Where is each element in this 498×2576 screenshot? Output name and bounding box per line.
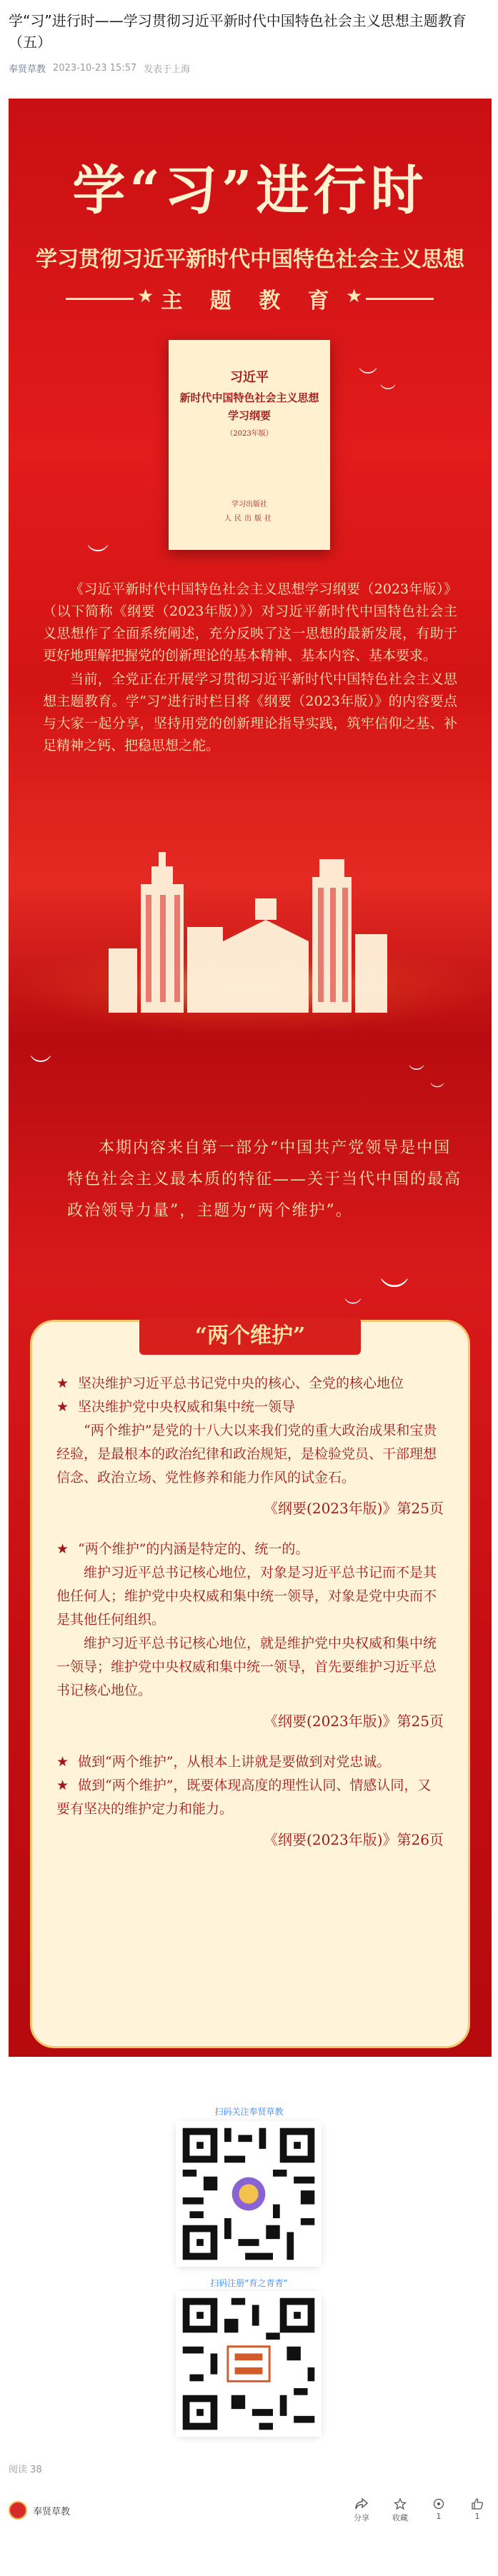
- bottom-account-name: 奉贤草教: [33, 2506, 71, 2517]
- card-heading: “两个维护”: [139, 1318, 361, 1355]
- qr-label-register: 扫码注册“育之青青”: [210, 2278, 288, 2288]
- card-paragraph: “两个维护”是党的十八大以来我们党的重大政治成果和宝贵经验，是最根本的政治纪律和政治规矩，是检验党员、干部理想信念、政治立场、党性修养和能力作风的试金石。: [56, 1423, 437, 1485]
- card-paragraph: 维护习近平总书记核心地位，就是维护党中央权威和集中统一领导；维护党中央权威和集中统一领导，首先要维护习近平总书记核心地位。: [56, 1635, 437, 1698]
- bird-icon: ︶: [87, 543, 109, 568]
- like-count: 1: [436, 2511, 442, 2521]
- bird-icon: ︶: [409, 1065, 425, 1083]
- section-intro-text: 本期内容来自第一部分“中国共产党领导是中国特色社会主义最本质的特征——关于当代中国的最高政治领导力量”，主题为“两个维护”。: [67, 1139, 462, 1220]
- card-source: 《纲要(2023年版)》第25页: [264, 1713, 444, 1730]
- star-icon: [394, 2498, 407, 2510]
- book-title-line1: 习近平: [230, 370, 269, 385]
- bottom-account[interactable]: [9, 2501, 349, 2520]
- book-edition: （2023年版）: [226, 430, 273, 438]
- bird-icon: ︶: [344, 1297, 362, 1317]
- book-title-line2: 新时代中国特色社会主义思想: [179, 391, 319, 404]
- share-label: 分享: [354, 2512, 369, 2522]
- qr-code-image: [176, 2291, 322, 2437]
- bullet-point: ★ “两个维护”的内涵是特定的、统一的。: [56, 1538, 444, 1561]
- thumb-icon: [471, 2498, 484, 2510]
- poster-subtitle: 学习贯彻习近平新时代中国特色社会主义思想: [36, 247, 464, 272]
- poster-big-title: 学“习”进行时: [72, 160, 428, 221]
- star-icon: ★: [56, 1778, 69, 1793]
- star-icon: ★: [56, 1754, 69, 1770]
- decor-line-right: [366, 298, 434, 300]
- star-icon: ★: [137, 286, 154, 307]
- qr-code-register[interactable]: [176, 2291, 322, 2437]
- publish-location: 发表于上海: [144, 64, 191, 75]
- star-icon: ★: [346, 286, 363, 307]
- bird-icon: ︶: [30, 1054, 51, 1079]
- article-meta: [9, 61, 489, 75]
- bullet-point: ★ 做到“两个维护”，既要体现高度的理性认同、情感认同，又要有坚决的维护定力和能力。: [56, 1774, 444, 1821]
- article-title: 学“习”进行时——学习贯彻习近平新时代中国特色社会主义思想主题教育（五）: [9, 12, 467, 51]
- share-icon: [355, 2498, 368, 2510]
- intro-paragraph: 当前，全党正在开展学习贯彻习近平新时代中国特色社会主义思想主题教育。学“习”进行时栏目将《纲要（2023年版）》的内容要点与大家一起分享，坚持用党的创新理论指导实践，筑牢信仰之基、补足精神之钙、把稳思想之舵。: [43, 671, 457, 753]
- book-cover: [169, 340, 330, 550]
- card-source: 《纲要(2023年版)》第25页: [264, 1500, 444, 1517]
- bird-icon: ︶: [430, 1081, 444, 1098]
- qr-code-follow[interactable]: [176, 2121, 322, 2267]
- book-publisher1: 学习出版社: [231, 501, 267, 508]
- card-paragraph: 维护习近平总书记核心地位，对象是习近平总书记而不是其他任何人；维护党中央权威和集中统一领导，对象是党中央而不是其他任何组织。: [56, 1565, 437, 1628]
- favorite-label: 收藏: [392, 2512, 408, 2522]
- account-name-link[interactable]: 奉贤草教: [9, 64, 46, 75]
- article-header: [0, 0, 498, 75]
- content-card: [30, 1320, 470, 2048]
- like-icon: [432, 2498, 445, 2510]
- thumb-button[interactable]: [465, 2498, 489, 2523]
- bullet-point: ★ 做到“两个维护”，从根本上讲就是要做到对党忠诚。: [56, 1750, 444, 1774]
- share-button[interactable]: [349, 2498, 374, 2523]
- bottom-bar: [0, 2489, 498, 2532]
- like-button[interactable]: [427, 2498, 451, 2523]
- section-intro: [67, 1133, 463, 1227]
- poster-theme: 主 题 教 育: [161, 289, 339, 314]
- bird-icon: ︶: [380, 1276, 409, 1309]
- book-title-line3: 学习纲要: [227, 409, 271, 422]
- action-bar: [349, 2498, 489, 2523]
- bullet-point: ★ 坚决维护党中央权威和集中统一领导: [56, 1395, 444, 1419]
- bird-icon: ︶: [359, 367, 378, 389]
- publish-date: 2023-10-23 15:57: [53, 63, 137, 74]
- favorite-button[interactable]: [388, 2498, 412, 2523]
- star-icon: ★: [56, 1541, 69, 1557]
- avatar: [9, 2501, 27, 2520]
- qr-code-image: [176, 2121, 322, 2267]
- star-icon: ★: [56, 1375, 69, 1391]
- qr-label-follow: 扫码关注奉贤草教: [214, 2107, 284, 2117]
- star-icon: ★: [56, 1399, 69, 1415]
- intro-text: [43, 578, 457, 758]
- bullet-point: ★ 坚决维护习近平总书记党中央的核心、全党的核心地位: [56, 1372, 444, 1395]
- card-source: 《纲要(2023年版)》第26页: [264, 1831, 444, 1848]
- intro-paragraph: 《习近平新时代中国特色社会主义思想学习纲要（2023年版）》（以下简称《纲要（2023年版）》）对习近平新时代中国特色社会主义思想作了全面系统阐述，充分反映了这一思想的最新发展，有助于更好地理解把握党的创新理论的基本精神、基本内容、基本要求。: [43, 581, 457, 663]
- card-body: [56, 1372, 444, 1869]
- read-count: 阅读 38: [9, 2465, 42, 2475]
- thumb-count: 1: [474, 2511, 480, 2521]
- poster-image: [9, 99, 492, 2057]
- book-publisher2: 人民出版社: [224, 515, 274, 523]
- bird-icon: ︶: [380, 384, 397, 402]
- skyline-illustration: [101, 841, 399, 1013]
